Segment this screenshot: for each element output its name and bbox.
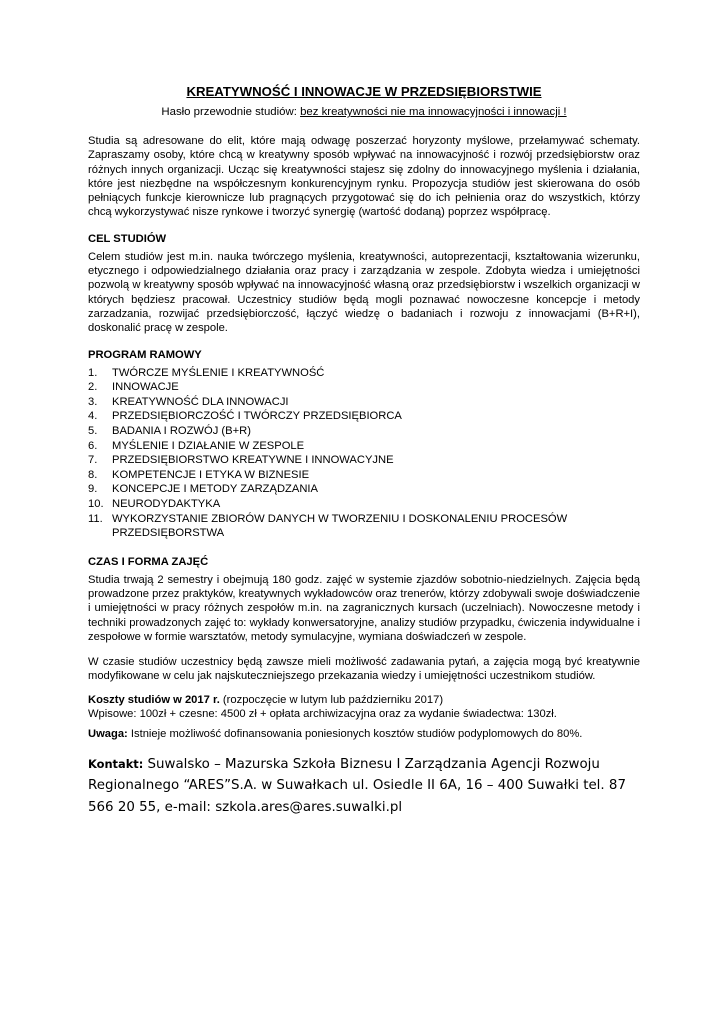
motto-line: [88, 106, 640, 118]
list-item-text: WYKORZYSTANIE ZBIORÓW DANYCH W TWORZENIU I DOSKONALENIU PROCESÓW PRZEDSIĘBORSTWA: [112, 512, 568, 540]
list-item-number: 11.: [88, 512, 103, 525]
list-item-number: 7.: [88, 454, 98, 467]
note-text: Istnieje możliwość dofinansowania poniesionych kosztów studiów podyplomowych do 80%.: [127, 728, 583, 741]
list-item: [88, 366, 640, 381]
list-item-text: KONCEPCJE I METODY ZARZĄDZANIA: [112, 483, 318, 496]
list-item-number: 4.: [88, 410, 98, 423]
list-item-text: NEURODYDAKTYKA: [112, 497, 221, 510]
intro-paragraph: Studia są adresowane do elit, które mają odwagę poszerzać horyzonty myślowe, przełamywać schematy. Zapraszamy osoby, które chcą w kreatywny sposób wpływać na innowacyjność i rozwój przedsiębiorstw oraz różnych innych organizacji. Ucząc się kreatywności stajesz się zdolny do innowacyjnego myślenia i działania, które jest niezbędne na współczesnym konkurencyjnym rynku. Propozycja studiów jest skierowana do osób pełniących funkcje kierownicze lub pragnących przygotować się do ich pełnienia oraz do wszystkich, którzy chcą wykorzystywać nisze rynkowe i tworzyć synergię (wartość dodaną) poprzez współpracę.: [88, 135, 640, 219]
list-item: [88, 424, 640, 439]
list-item-text: TWÓRCZE MYŚLENIE I KREATYWNOŚĆ: [112, 366, 325, 379]
document-page: [88, 84, 640, 818]
cel-paragraph: Celem studiów jest m.in. nauka twórczego myślenia, kreatywności, autoprezentacji, kształtowania wizerunku, etycznego i odpowiedzialnego działania oraz pracy i zarządzania w zespole. Zdobyta wiedza i umiejętności pozwolą w kreatywny sposób wpływać na innowacyjność własną oraz przedsiębiorstw i wszelkich organizacji w których będziesz pracował. Uczestnicy studiów będą mogli poznawać nowoczesne koncepcje i metody zarzadzania, rozwijać przedsiębiorczość, łączyć wiedzę o badaniach i rozwoju z innowacjami (B+R+I), doskonalić pracę w zespole.: [88, 250, 640, 335]
list-item: [88, 512, 640, 541]
fees-line: Wpisowe: 100zł + czesne: 4500 zł + opłata archiwizacyjna oraz za wydanie świadectwa: 130zł.: [88, 708, 557, 721]
list-item-number: 10.: [88, 497, 104, 510]
program-heading: PROGRAM RAMOWY: [88, 348, 202, 361]
list-item-text: BADANIA I ROZWÓJ (B+R): [112, 424, 251, 437]
list-item-number: 9.: [88, 483, 98, 496]
contact-block: [88, 754, 640, 819]
document-title: KREATYWNOŚĆ I INNOWACJE W PRZEDSIĘBIORSTWIE: [186, 84, 542, 99]
motto-prefix: Hasło przewodnie studiów:: [161, 106, 301, 118]
list-item-number: 2.: [88, 381, 98, 394]
contact-label: Kontakt:: [88, 756, 144, 771]
contact-text: Suwalsko – Mazurska Szkoła Biznesu I Zarządzania Agencji Rozwoju Regionalnego “ARES”S.A. w Suwałkach ul. Osiedle II 6A, 16 – 400 Suwałki tel. 87 566 20 55, e-mail: szkola.ares@ares.suwalki.pl: [88, 756, 626, 815]
costs-line: [88, 693, 640, 707]
list-item: [88, 468, 640, 483]
note-label: Uwaga:: [88, 728, 128, 741]
note-line: [88, 727, 640, 741]
list-item: [88, 395, 640, 410]
list-item: [88, 453, 640, 468]
list-item-text: MYŚLENIE I DZIAŁANIE W ZESPOLE: [112, 439, 305, 452]
costs-label: Koszty studiów w 2017 r.: [88, 693, 220, 706]
list-item: [88, 497, 640, 512]
list-item-text: KOMPETENCJE I ETYKA W BIZNESIE: [112, 468, 310, 481]
motto-text: bez kreatywności nie ma innowacyjności i innowacji !: [300, 106, 567, 118]
list-item-text: INNOWACJE: [112, 381, 179, 394]
list-item-number: 1.: [88, 366, 98, 379]
czas-paragraph: Studia trwają 2 semestry i obejmują 180 godz. zajęć w systemie zjazdów sobotnio-niedzielnych. Zajęcia będą prowadzone przez praktyków, kreatywnych wykładowców oraz trenerów, którzy zdobywali swoje doświadczenie i umiejętności w pracy różnych zespołów m.in. na zagranicznych kursach (uczelniach). Nowoczesne metody i techniki prowadzonych zajęć to: wykłady konwersatoryjne, analizy studiów przypadku, ćwiczenia indywidualne i zespołowe w formie warsztatów, metody symulacyjne, wymiana doświadczeń w zespole.: [88, 573, 640, 643]
list-item: [88, 439, 640, 454]
list-item-text: PRZEDSIĘBIORCZOŚĆ I TWÓRCZY PRZEDSIĘBIORCA: [112, 410, 402, 423]
list-item: [88, 380, 640, 395]
czas-paragraph-2: W czasie studiów uczestnicy będą zawsze mieli możliwość zadawania pytań, a zajęcia mogą być kreatywnie modyfikowane w celu jak najskuteczniejszego przekazania wiedzy i umiejętności uczestnikom studiów.: [88, 656, 640, 683]
list-item-number: 6.: [88, 439, 98, 452]
list-item-number: 3.: [88, 395, 98, 408]
list-item-text: PRZEDSIĘBIORSTWO KREATYWNE I INNOWACYJNE: [112, 454, 394, 467]
czas-heading: CZAS I FORMA ZAJĘĆ: [88, 555, 209, 568]
list-item-number: 5.: [88, 424, 98, 437]
list-item-number: 8.: [88, 468, 98, 481]
program-list: [88, 366, 640, 541]
cel-heading: CEL STUDIÓW: [88, 232, 167, 245]
list-item: [88, 482, 640, 497]
costs-detail: (rozpoczęcie w lutym lub październiku 2017): [219, 693, 444, 706]
list-item: [88, 409, 640, 424]
list-item-text: KREATYWNOŚĆ DLA INNOWACJI: [112, 395, 289, 408]
